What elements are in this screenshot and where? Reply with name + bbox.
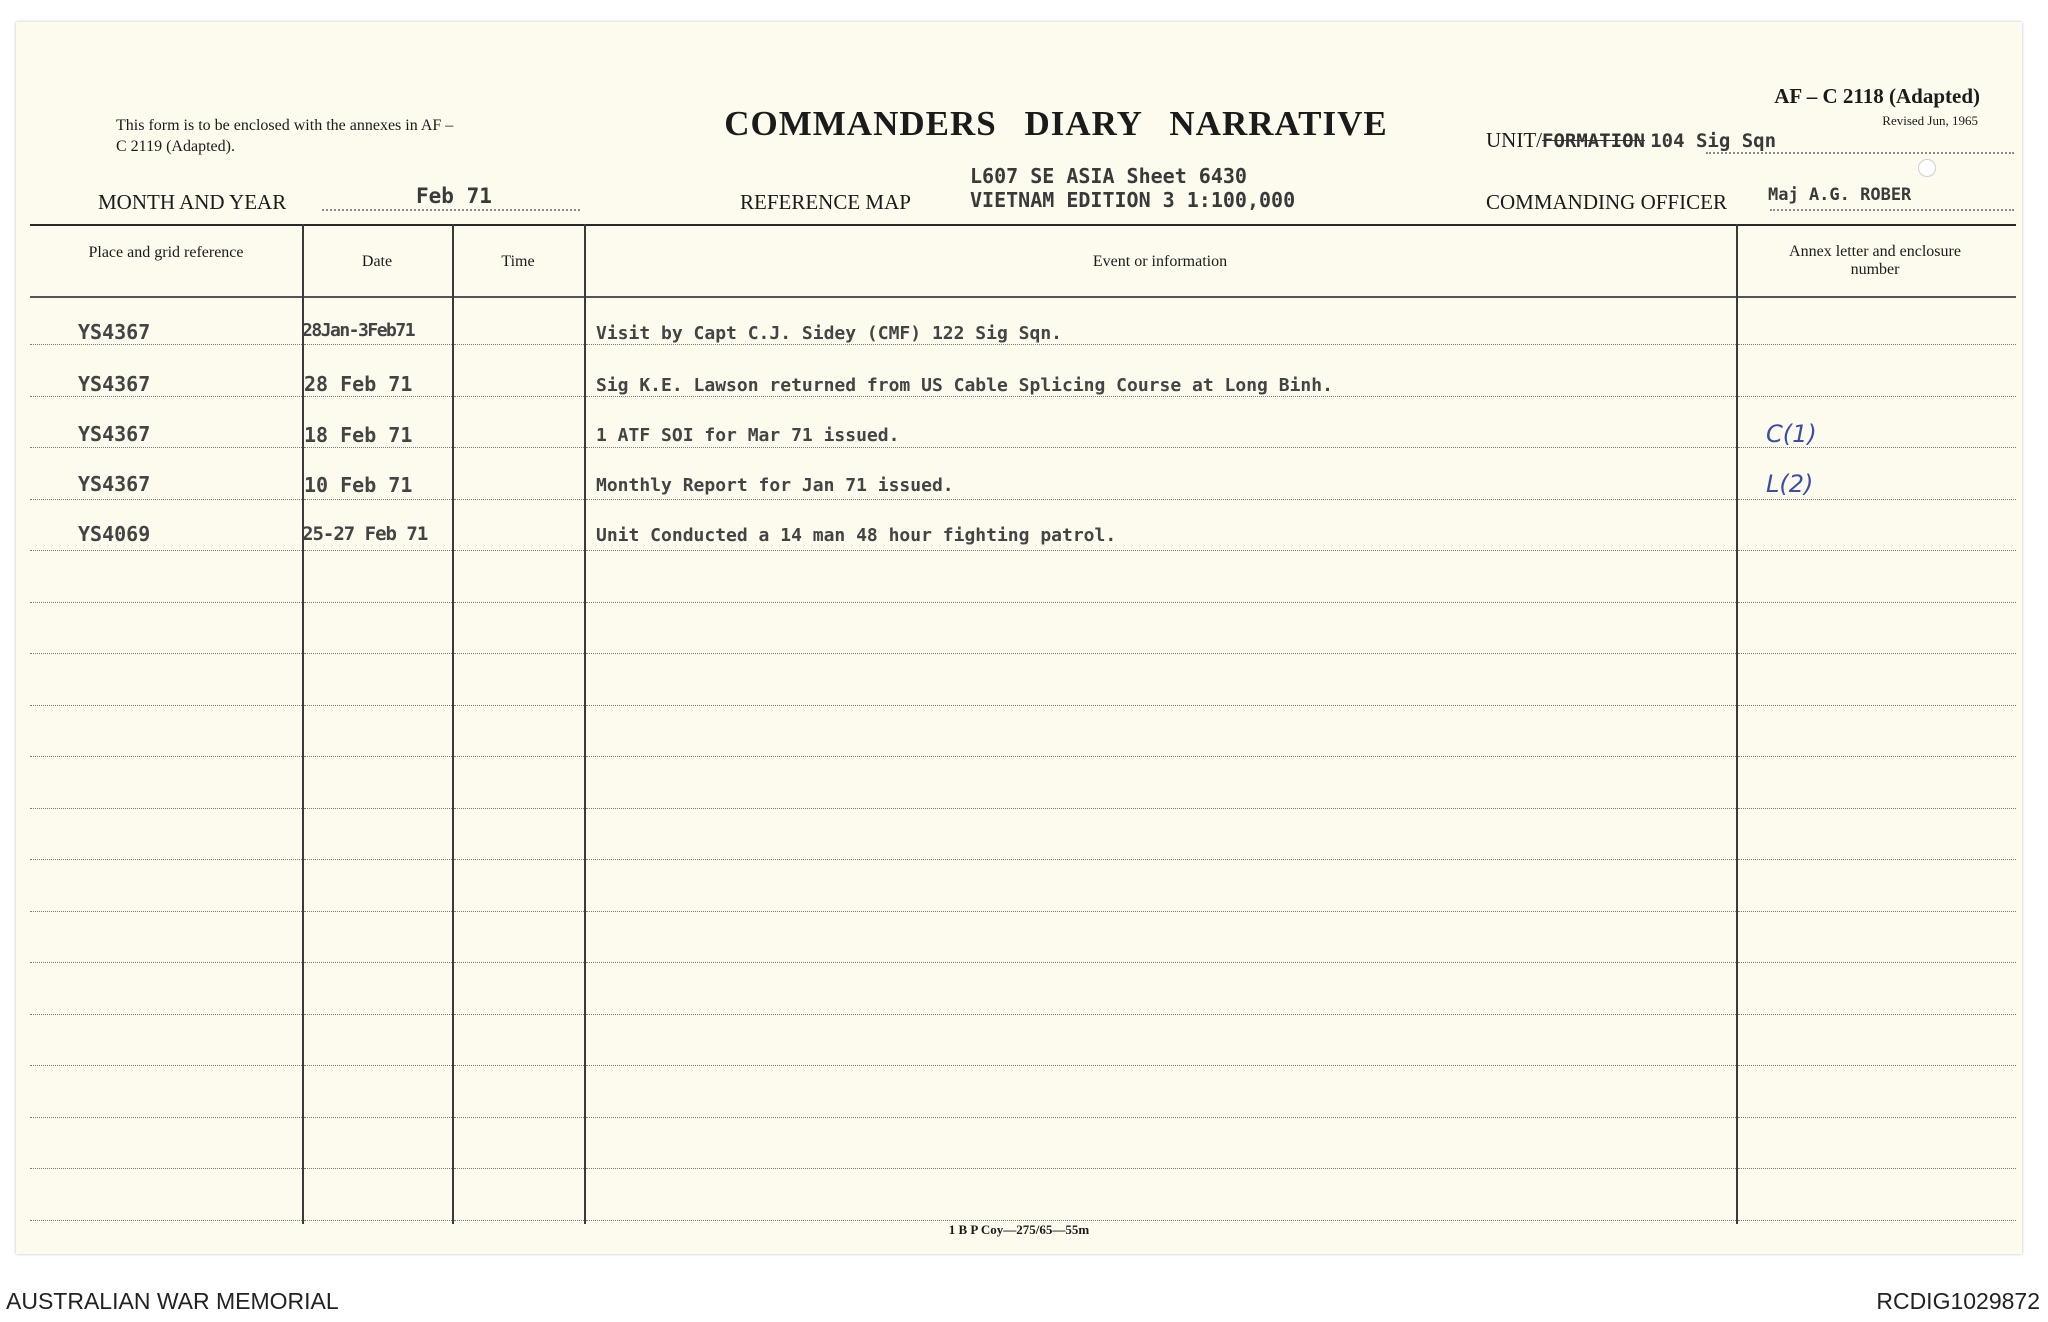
dotted-row-line	[1738, 602, 2016, 603]
dotted-row-line	[30, 962, 302, 963]
dotted-row-line	[1738, 859, 2016, 860]
dotted-row-line	[586, 859, 1736, 860]
dotted-row-line	[30, 859, 302, 860]
dotted-row-line	[304, 756, 452, 757]
place-cell: YS4367	[78, 372, 151, 396]
dotted-row-line	[1738, 1168, 2016, 1169]
dotted-row-line	[1738, 550, 2016, 551]
dotted-row-line	[586, 653, 1736, 654]
dotted-row-line	[304, 1117, 452, 1118]
dotted-row-line	[30, 653, 302, 654]
dotted-row-line	[1738, 344, 2016, 345]
dotted-row-line	[304, 859, 452, 860]
date-cell: 18 Feb 71	[304, 423, 413, 447]
dotted-row-line	[586, 1117, 1736, 1118]
dotted-row-line	[1738, 962, 2016, 963]
dotted-row-line	[586, 808, 1736, 809]
dotted-row-line	[454, 499, 584, 500]
dotted-row-line	[586, 756, 1736, 757]
dotted-row-line	[30, 396, 302, 397]
dotted-row-line	[454, 1014, 584, 1015]
dotted-row-line	[1738, 499, 2016, 500]
dotted-row-line	[454, 705, 584, 706]
annex-cell: C(1)	[1766, 420, 1817, 448]
dotted-row-line	[454, 756, 584, 757]
dotted-row-line	[586, 1168, 1736, 1169]
column-header-event: Event or information	[1092, 253, 1228, 270]
dotted-row-line	[1738, 1065, 2016, 1066]
reference-map-line-2: VIETNAM EDITION 3 1:100,000	[970, 188, 1296, 212]
unit-label: UNIT/	[1486, 128, 1542, 152]
dotted-row-line	[454, 911, 584, 912]
dotted-row-line	[30, 499, 302, 500]
header-bottom-rule	[30, 296, 2016, 298]
dotted-row-line	[586, 1220, 1736, 1221]
reference-map-label: REFERENCE MAP	[740, 190, 911, 214]
dotted-row-line	[454, 602, 584, 603]
dotted-row-line	[586, 1014, 1736, 1015]
archive-credit: AUSTRALIAN WAR MEMORIAL	[6, 1288, 339, 1314]
dotted-row-line	[304, 1065, 452, 1066]
co-dotted-line	[1770, 209, 2014, 211]
dotted-row-line	[454, 1220, 584, 1221]
dotted-row-line	[586, 705, 1736, 706]
dotted-row-line	[586, 962, 1736, 963]
dotted-row-line	[1738, 1117, 2016, 1118]
printer-imprint: 1 B P Coy—275/65—55m	[948, 1222, 1090, 1237]
dotted-row-line	[454, 447, 584, 448]
dotted-row-line	[304, 499, 452, 500]
dotted-row-line	[454, 962, 584, 963]
event-cell: Monthly Report for Jan 71 issued.	[596, 475, 954, 496]
dotted-row-line	[30, 705, 302, 706]
dotted-row-line	[304, 1014, 452, 1015]
commanding-officer-value: Maj A.G. ROBER	[1768, 185, 1912, 205]
dotted-row-line	[304, 1168, 452, 1169]
place-cell: YS4367	[78, 472, 151, 496]
dotted-row-line	[30, 1168, 302, 1169]
column-header-date: Date	[361, 253, 393, 270]
date-cell: 28 Feb 71	[304, 372, 413, 396]
column-divider	[584, 224, 586, 1224]
dotted-row-line	[304, 550, 452, 551]
dotted-row-line	[304, 602, 452, 603]
dotted-row-line	[454, 808, 584, 809]
dotted-row-line	[454, 859, 584, 860]
date-cell: 28Jan-3Feb71	[302, 320, 415, 341]
event-cell: Sig K.E. Lawson returned from US Cable Splicing Course at Long Binh.	[596, 375, 1333, 396]
dotted-row-line	[304, 911, 452, 912]
dotted-row-line	[586, 1065, 1736, 1066]
column-divider	[452, 224, 454, 1224]
unit-value: 104 Sig Sqn	[1650, 130, 1777, 152]
place-cell: YS4069	[78, 522, 151, 546]
month-year-dotted-line	[322, 209, 580, 211]
dotted-row-line	[1738, 396, 2016, 397]
dotted-row-line	[304, 1220, 452, 1221]
column-header-annex: Annex letter and enclosure number	[1789, 243, 1961, 278]
dotted-row-line	[454, 1168, 584, 1169]
dotted-row-line	[586, 447, 1736, 448]
reference-map-line-1: L607 SE ASIA Sheet 6430	[970, 164, 1247, 188]
place-cell: YS4367	[78, 320, 151, 344]
archive-identifier: RCDIG1029872	[1876, 1288, 2040, 1314]
dotted-row-line	[586, 911, 1736, 912]
column-header-time: Time	[501, 253, 535, 270]
dotted-row-line	[304, 705, 452, 706]
dotted-row-line	[304, 344, 452, 345]
dotted-row-line	[454, 396, 584, 397]
dotted-row-line	[454, 1117, 584, 1118]
dotted-row-line	[304, 447, 452, 448]
date-cell: 10 Feb 71	[304, 473, 413, 497]
dotted-row-line	[586, 550, 1736, 551]
column-divider	[1736, 224, 1738, 1224]
dotted-row-line	[1738, 1014, 2016, 1015]
dotted-row-line	[30, 1117, 302, 1118]
month-year-label: MONTH AND YEAR	[98, 190, 287, 214]
event-cell: 1 ATF SOI for Mar 71 issued.	[596, 425, 900, 446]
dotted-row-line	[586, 499, 1736, 500]
dotted-row-line	[304, 962, 452, 963]
column-header-place: Place and grid reference	[88, 244, 244, 261]
dotted-row-line	[1738, 756, 2016, 757]
event-cell: Unit Conducted a 14 man 48 hour fighting patrol.	[596, 525, 1117, 546]
punch-hole	[1918, 159, 1936, 177]
event-cell: Visit by Capt C.J. Sidey (CMF) 122 Sig Sqn.	[596, 323, 1062, 344]
dotted-row-line	[1738, 911, 2016, 912]
dotted-row-line	[304, 808, 452, 809]
dotted-row-line	[586, 344, 1736, 345]
form-sheet	[16, 22, 2022, 1254]
dotted-row-line	[586, 602, 1736, 603]
form-number: AF – C 2118 (Adapted)	[1774, 84, 1980, 108]
dotted-row-line	[1738, 1220, 2016, 1221]
dotted-row-line	[1738, 808, 2016, 809]
dotted-row-line	[30, 756, 302, 757]
dotted-row-line	[30, 602, 302, 603]
annex-cell: L(2)	[1766, 470, 1814, 498]
unit-field	[1486, 128, 1776, 153]
dotted-row-line	[454, 344, 584, 345]
unit-dotted-line	[1706, 152, 2014, 154]
date-cell: 25-27 Feb 71	[302, 523, 428, 545]
dotted-row-line	[30, 1065, 302, 1066]
dotted-row-line	[30, 550, 302, 551]
place-cell: YS4367	[78, 422, 151, 446]
commanding-officer-label: COMMANDING OFFICER	[1486, 190, 1727, 214]
unit-struck-word: FORMATION	[1542, 130, 1645, 152]
dotted-row-line	[304, 653, 452, 654]
dotted-row-line	[1738, 653, 2016, 654]
dotted-row-line	[30, 1220, 302, 1221]
dotted-row-line	[454, 653, 584, 654]
dotted-row-line	[30, 911, 302, 912]
month-year-value: Feb 71	[416, 184, 492, 208]
revision-date: Revised Jun, 1965	[1882, 113, 1978, 128]
dotted-row-line	[30, 808, 302, 809]
dotted-row-line	[454, 550, 584, 551]
enclosure-note: This form is to be enclosed with the annexes in AF – C 2119 (Adapted).	[116, 117, 454, 155]
dotted-row-line	[1738, 705, 2016, 706]
table-top-rule	[30, 224, 2016, 226]
dotted-row-line	[30, 344, 302, 345]
dotted-row-line	[30, 447, 302, 448]
dotted-row-line	[454, 1065, 584, 1066]
dotted-row-line	[30, 1014, 302, 1015]
form-title: COMMANDERS DIARY NARRATIVE	[724, 104, 1388, 143]
